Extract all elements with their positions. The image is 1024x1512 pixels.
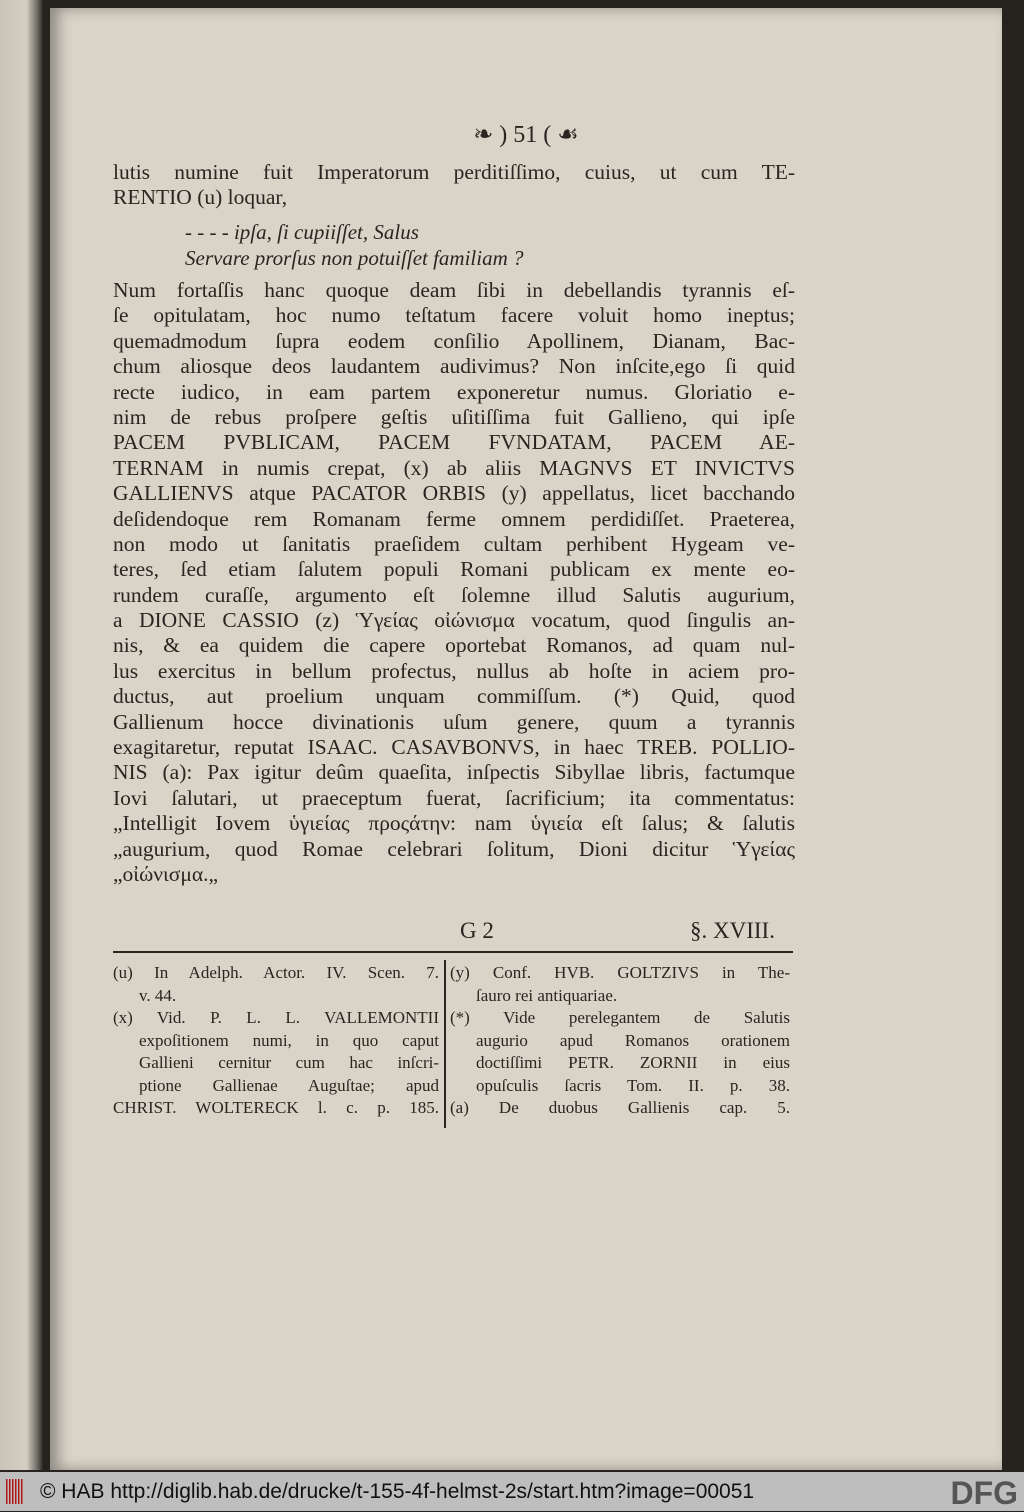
- text-line: nis, & ea quidem die capere oportebat Romanos, ad quam nul-: [113, 633, 795, 658]
- dfg-logo: DFG: [950, 1475, 1018, 1511]
- text-line: lutis numine fuit Imperatorum perditiſſimo, cuius, ut cum TE-: [113, 160, 795, 184]
- text-line: nim de rebus proſpere geſtis uſitiſſima fuit Gallieno, qui ipſe: [113, 404, 795, 429]
- text-line: augurio apud Romanos orationem: [476, 1030, 790, 1050]
- intro-text: [113, 160, 795, 211]
- text-line: ptione Gallienae Auguſtae; apud: [139, 1075, 439, 1095]
- column-divider: [444, 960, 446, 1128]
- text-line: rundem curaſſe, argumento eſt ſolemne illud Salutis augurium,: [113, 582, 795, 607]
- text-line: RENTIO (u) loquar,: [113, 185, 288, 210]
- text-line: recte iudico, in eam partem exponeretur numus. Gloriatio e-: [113, 379, 795, 404]
- text-line: exagitaretur, reputat ISAAC. CASAVBONVS, in haec TREB. POLLIO-: [113, 735, 795, 760]
- verse-line: - - - - ipſa, ſi cupiiſſet, Salus: [185, 220, 419, 244]
- text-line: (*) Vide perelegantem de Salutis: [450, 1008, 790, 1027]
- catchword: §. XVIII.: [690, 918, 775, 943]
- text-line: TERNAM in numis crepat, (x) ab aliis MAGNVS ET INVICTVS: [113, 455, 795, 480]
- text-line: PACEM PVBLICAM, PACEM FVNDATAM, PACEM AE-: [113, 430, 795, 455]
- text-line: Iovi ſalutari, ut praeceptum fuerat, ſacrificium; ita commentatus:: [113, 785, 795, 810]
- footnote-rule: [113, 951, 793, 953]
- text-line: „augurium, quod Romae celebrari ſolitum, Dioni dicitur Ὑγείας: [113, 836, 795, 861]
- page-number: ❧ ) 51 ( ☙: [473, 122, 579, 148]
- text-line: Gallieni cernitur cum hac inſcri-: [139, 1053, 439, 1072]
- body-text: [113, 278, 795, 887]
- text-line: teres, ſed etiam ſalutem populi Romani publicam ex mente eo-: [113, 557, 795, 582]
- text-line: „οἰώνισμα.„: [113, 861, 219, 886]
- text-line: chum aliosque deos laudantem audivimus? Non inſcite,ego ſi quid: [113, 354, 795, 379]
- text-line: (x) Vid. P. L. L. VALLEMONTII: [113, 1008, 439, 1027]
- text-line: quemadmodum ſupra eodem conſilio Apollinem, Dianam, Bac-: [113, 328, 795, 353]
- text-line: CHRIST. WOLTERECK l. c. p. 185.: [113, 1098, 439, 1117]
- text-line: (a) De duobus Gallienis cap. 5.: [450, 1098, 790, 1117]
- text-line: a DIONE CASSIO (z) Ὑγείας οἰώνισμα vocatum, quod ſingulis an-: [113, 608, 795, 633]
- text-line: Gallienum hocce divinationis uſum genere, quum a tyrannis: [113, 709, 795, 734]
- text-line: ſe opitulatam, hoc numo teſtatum facere voluit homo ineptus;: [113, 303, 795, 328]
- footnotes-right: [450, 962, 790, 1120]
- credit-link[interactable]: © HAB http://diglib.hab.de/drucke/t-155-4f-helmst-2s/start.htm?image=00051: [40, 1480, 755, 1503]
- text-line: expoſitionem numi, in quo caput: [139, 1030, 439, 1050]
- text-line: non modo ut ſanitatis praeſidem cultam perhibent Hygeam ve-: [113, 531, 795, 556]
- text-line: doctiſſimi PETR. ZORNII in eius: [476, 1053, 790, 1072]
- text-line: Num fortaſſis hanc quoque deam ſibi in debellandis tyrannis eſ-: [113, 278, 795, 302]
- footer-bar: [0, 1472, 1024, 1511]
- text-line: ductus, aut proelium unquam commiſſum. (*) Quid, quod: [113, 684, 795, 709]
- text-line: opuſculis ſacris Tom. II. p. 38.: [476, 1075, 790, 1095]
- text-line: v. 44.: [139, 985, 177, 1005]
- footnotes-left: [113, 962, 439, 1120]
- hab-logo-icon: [6, 1479, 24, 1504]
- text-line: (u) In Adelph. Actor. IV. Scen. 7.: [113, 963, 439, 982]
- text-line: ſauro rei antiquariae.: [476, 985, 618, 1005]
- text-line: deſidendoque rem Romanam ferme omnem perdidiſſet. Praeterea,: [113, 506, 795, 531]
- verse-line: Servare prorſus non potuiſſet familiam ?: [185, 246, 524, 270]
- text-line: lus exercitus in bellum profectus, nullus ab hoſte in aciem pro-: [113, 658, 795, 683]
- text-line: (y) Conf. HVB. GOLTZIVS in The-: [450, 963, 790, 982]
- facing-page-edge: [0, 0, 44, 1470]
- text-line: „Intelligit Iovem ὑγιείας προςάτην: nam ὑγιεία eſt ſalus; & ſalutis: [113, 811, 795, 836]
- text-line: GALLIENVS atque PACATOR ORBIS (y) appellatus, licet bacchando: [113, 481, 795, 506]
- signature-mark: G 2: [460, 918, 494, 943]
- text-line: NIS (a): Pax igitur deûm quaeſita, inſpectis Sibyllae libris, factumque: [113, 760, 795, 785]
